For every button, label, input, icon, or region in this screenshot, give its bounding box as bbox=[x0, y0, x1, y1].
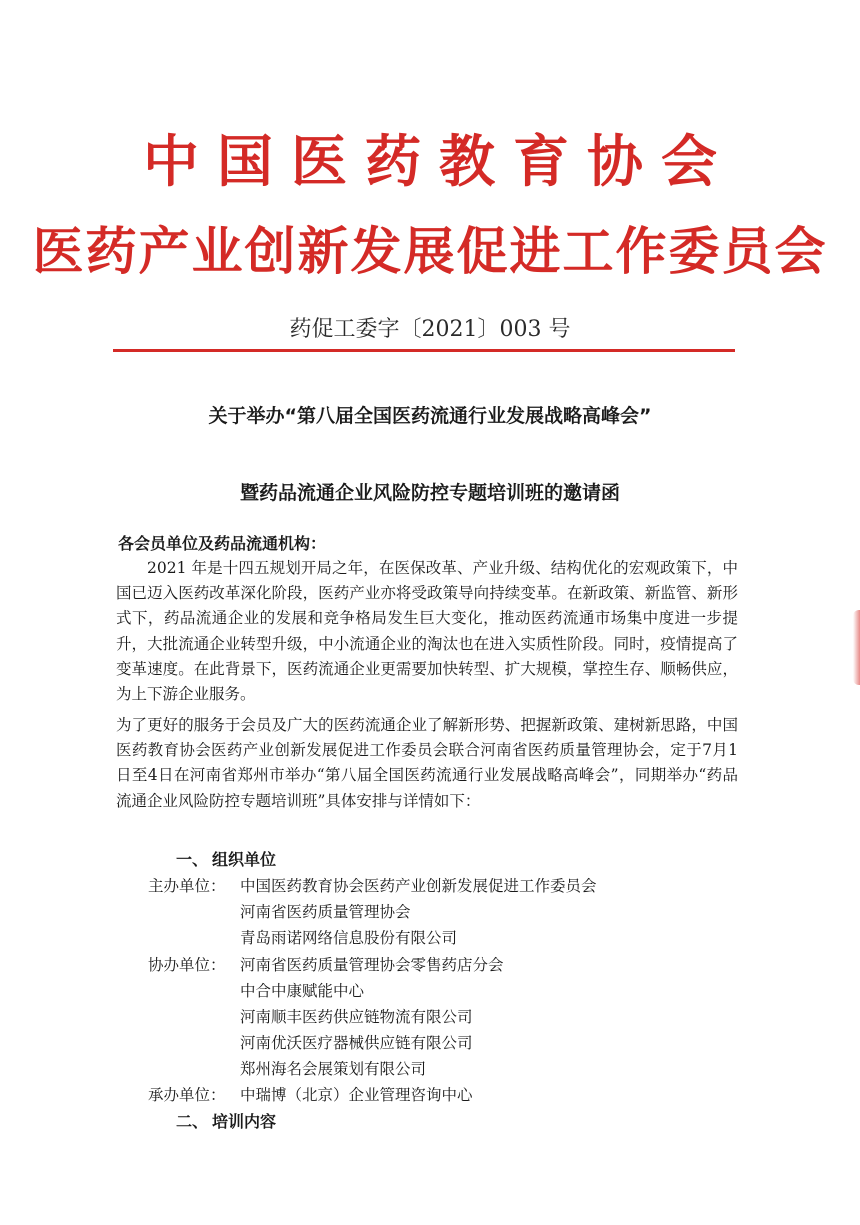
section-2-title: 培训内容 bbox=[212, 1112, 277, 1131]
co-organizer-4: 河南优沃医疗器械供应链有限公司 bbox=[240, 1034, 473, 1052]
host-label: 主办单位： bbox=[148, 877, 226, 895]
header-divider bbox=[113, 349, 735, 352]
document-number: 药促工委字〔2021〕003 号 bbox=[289, 317, 571, 342]
document-title-line2: 暨药品流通企业风险防控专题培训班的邀请函 bbox=[239, 482, 620, 504]
co-organizer-1: 河南省医药质量管理协会零售药店分会 bbox=[240, 956, 504, 974]
co-organizer-3: 河南顺丰医药供应链物流有限公司 bbox=[240, 1008, 473, 1026]
document-title-line1: 关于举办“第八届全国医药流通行业发展战略高峰会” bbox=[208, 405, 652, 427]
section-1-title: 组织单位 bbox=[212, 850, 277, 869]
paragraph-1: 2021 年是十四五规划开局之年，在医保改革、产业升级、结构优化的宏观政策下，中国已迈入医药改革深化阶段，医药产业亦将受政策导向持续变革。在新政策、新监管、新形式下，药品流通企业的发展和竞争格局发生巨大变化，推动医药流通市场集中度进一步提升，大批流通企业转型升级，中小流通企业的淘汰也在进入实质性阶段。同时，疫情提高了变革速度。在此背景下，医药流通企业更需要加快转型、扩大规模，掌控生存、顺畅供应，为上下游企业服务。 bbox=[116, 559, 738, 704]
seal-edge-mark bbox=[853, 610, 860, 685]
co-organizer-2: 中合中康赋能中心 bbox=[240, 982, 365, 1000]
org-name-line2: 医药产业创新发展促进工作委员会 bbox=[32, 223, 828, 282]
paragraph-2: 为了更好的服务于会员及广大的医药流通企业了解新形势、把握新政策、建树新思路，中国医药教育协会医药产业创新发展促进工作委员会联合河南省医药质量管理协会，定于7月1日至4日在河南省郑州市举办“第八届全国医药流通行业发展战略高峰会”，同期举办“药品流通企业风险防控专题培训班”具体安排与详情如下： bbox=[116, 716, 738, 810]
co-organizer-label: 协办单位： bbox=[148, 956, 226, 974]
section-1-number: 一、 bbox=[176, 850, 209, 869]
co-organizer-5: 郑州海名会展策划有限公司 bbox=[240, 1060, 427, 1078]
org-name-line1: 中国医药教育协会 bbox=[143, 130, 735, 195]
salutation: 各会员单位及药品流通机构： bbox=[118, 534, 327, 553]
section-1-heading bbox=[176, 847, 276, 870]
undertaker-label: 承办单位： bbox=[148, 1086, 226, 1104]
host-org-2: 河南省医药质量管理协会 bbox=[240, 903, 411, 921]
undertaker-org: 中瑞博（北京）企业管理咨询中心 bbox=[240, 1086, 473, 1104]
host-org-3: 青岛雨诺网络信息股份有限公司 bbox=[240, 929, 458, 947]
section-2-heading bbox=[176, 1109, 276, 1132]
host-org-1: 中国医药教育协会医药产业创新发展促进工作委员会 bbox=[240, 877, 597, 895]
section-2-number: 二、 bbox=[176, 1112, 209, 1131]
